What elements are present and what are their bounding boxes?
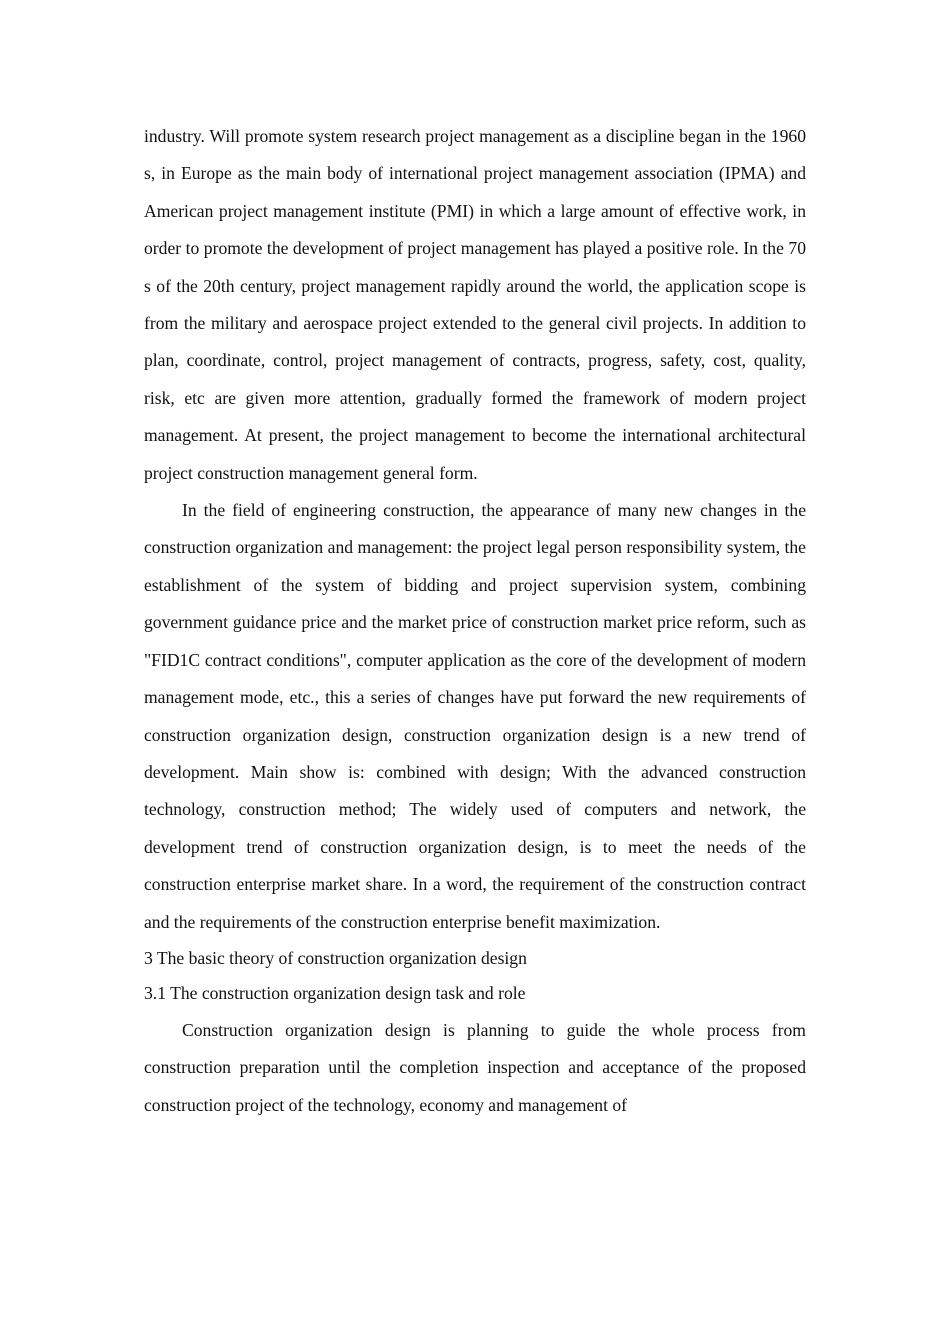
- document-body: [144, 118, 806, 1124]
- subsection-heading: 3.1 The construction organization design task and role: [144, 983, 526, 1004]
- paragraph-1: industry. Will promote system research project management as a discipline began in the 1960 s, in Europe as the main body of international project management association (IPMA) and American project management institute (PMI) in which a large amount of effective work, in order to promote the development of project management has played a positive role. In the 70 s of the 20th century, project management rapidly around the world, the application scope is from the military and aerospace project extended to the general civil projects. In addition to plan, coordinate, control, project management of contracts, progress, safety, cost, quality, risk, etc are given more attention, gradually formed the framework of modern project management. At present, the project management to become the international architectural project construction management general form.: [144, 126, 806, 483]
- paragraph-2: In the field of engineering construction, the appearance of many new changes in the construction organization and management: the project legal person responsibility system, the establishment of the system of bidding and project supervision system, combining government guidance price and the market price of construction market price reform, such as "FID1C contract conditions", computer application as the core of the development of modern management mode, etc., this a series of changes have put forward the new requirements of construction organization design, construction organization design is a new trend of development. Main show is: combined with design; With the advanced construction technology, construction method; The widely used of computers and network, the development trend of construction organization design, is to meet the needs of the construction enterprise market share. In a word, the requirement of the construction contract and the requirements of the construction enterprise benefit maximization.: [144, 500, 806, 932]
- section-heading: 3 The basic theory of construction organization design: [144, 947, 527, 968]
- paragraph-3: Construction organization design is planning to guide the whole process from construction preparation until the completion inspection and acceptance of the proposed construction project of the technology, economy and management of: [144, 1019, 806, 1115]
